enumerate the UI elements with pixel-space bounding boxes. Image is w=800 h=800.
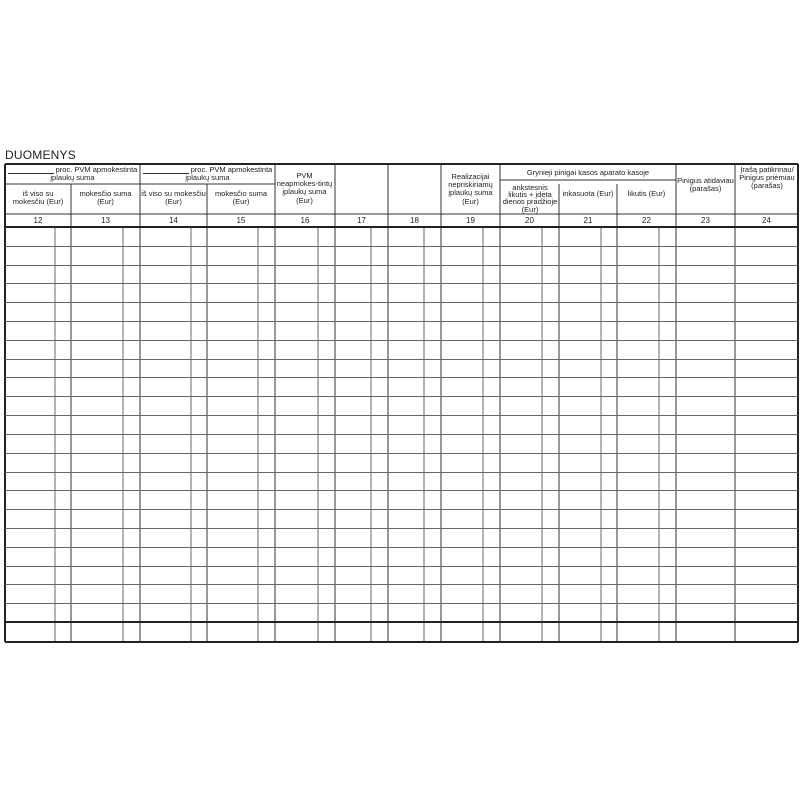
cash-group-header: Grynieji pinigai kasos aparato kasoje: [526, 168, 650, 177]
col14-header: iš viso su mokesčiu (Eur): [141, 189, 206, 207]
col-number-23: 23: [701, 216, 710, 225]
col-number-14: 14: [169, 216, 178, 225]
col-number-16: 16: [300, 216, 310, 225]
form-title: DUOMENYS: [5, 148, 76, 162]
vat-group-1-header: proc. PVM apmokestinta įplaukų suma: [6, 166, 139, 182]
rate-blank-2[interactable]: [143, 166, 189, 174]
col-number-17: 17: [357, 216, 366, 225]
col-number-13: 13: [101, 216, 110, 225]
col-number-24: 24: [762, 216, 771, 225]
vat-group-2-header: proc. PVM apmokestinta įplaukų suma: [141, 166, 274, 182]
col-number-20: 20: [525, 216, 534, 225]
col-number-21: 21: [583, 216, 593, 225]
col23-header: Pinigus atidaviau (parašas): [677, 176, 734, 194]
rate-blank-1[interactable]: [8, 166, 54, 174]
col-number-12: 12: [33, 216, 43, 225]
col12-header: iš viso su mokesčiu (Eur): [12, 189, 64, 207]
col20-header: ankstesnis likutis + įdėta dienos pradžioje (Eur): [502, 183, 558, 214]
col-number-22: 22: [642, 216, 651, 225]
col-number-15: 15: [236, 216, 246, 225]
col21-header: inkasuota (Eur): [562, 189, 614, 198]
col19-header: Realizacijai nepriskiriamų įplaukų suma (Eur): [448, 172, 493, 206]
col22-header: likutis (Eur): [627, 189, 666, 198]
col-number-18: 18: [410, 216, 419, 225]
col24-header: Įrašą patikrinau/ Pinigus priėmiau (parašas): [739, 165, 795, 191]
col15-header: mokesčio suma (Eur): [214, 189, 268, 207]
col-number-19: 19: [466, 216, 475, 225]
col13-header: mokesčio suma (Eur): [79, 189, 132, 207]
col16-header: PVM neapmokes-tintų įplaukų suma (Eur): [276, 171, 333, 205]
